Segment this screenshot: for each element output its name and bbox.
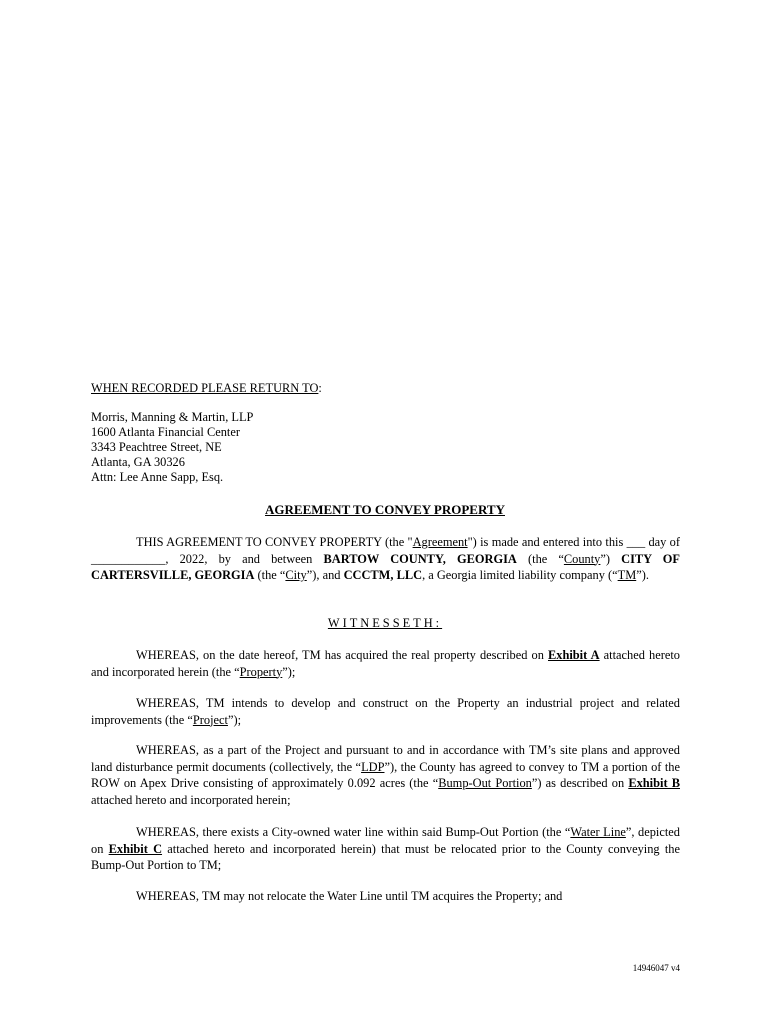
address-line: Attn: Lee Anne Sapp, Esq. [91, 470, 224, 484]
intro-text: ”), and [306, 568, 344, 582]
whereas-text: WHEREAS, TM intends to develop and construct on the Property an industrial project and related improvements (the “ [91, 696, 680, 727]
defined-term-property: Property [239, 664, 283, 679]
intro-text: ”). [636, 568, 649, 582]
defined-term-project: Project [192, 712, 228, 727]
whereas-paragraph-2 [91, 695, 680, 728]
return-to-label: WHEN RECORDED PLEASE RETURN TO [91, 381, 319, 395]
party-county-name: BARTOW COUNTY, GEORGIA [323, 551, 517, 566]
whereas-text: attached hereto and incorporated herein) that must be relocated prior to the County conveying the Bump-Out Portion to TM; [91, 841, 680, 872]
defined-term-bump-out: Bump-Out Portion [438, 776, 532, 790]
address-line: Atlanta, GA 30326 [91, 455, 185, 469]
intro-text: , a Georgia limited liability company (“ [422, 568, 618, 582]
whereas-paragraph-5 [91, 888, 680, 905]
whereas-text: WHEREAS, as a part of the Project and pursuant to and in accordance with TM’s site plans and approved land disturbance permit documents (collectively, the “ [91, 743, 680, 774]
address-line: Morris, Manning & Martin, LLP [91, 410, 254, 424]
whereas-text: ”), the County has agreed to convey to TM a portion of the ROW on Apex Drive consisting of approximately 0.092 acres (the “ [91, 759, 680, 790]
document-number: 14946047 v4 [632, 963, 680, 973]
whereas-paragraph-1 [91, 647, 680, 680]
address-line: 1600 Atlanta Financial Center [91, 425, 240, 439]
defined-term-tm: TM [617, 568, 637, 582]
whereas-text: attached hereto and incorporated herein (the “ [91, 648, 680, 679]
intro-text: ") is made and entered into this ___ day of ____________, 2022, by and between [91, 535, 681, 566]
exhibit-a-reference: Exhibit A [547, 648, 600, 662]
defined-term-agreement: Agreement [412, 535, 468, 549]
whereas-text: ”); [282, 664, 296, 679]
witnesseth-heading: WITNESSETH: [327, 616, 443, 630]
whereas-text: WHEREAS, TM may not relocate the Water Line until TM acquires the Property; and [136, 889, 563, 903]
intro-text: (the “ [254, 568, 286, 582]
defined-term-ldp: LDP [361, 759, 385, 774]
whereas-text: WHEREAS, on the date hereof, TM has acquired the real property described on [136, 648, 548, 662]
exhibit-b-reference: Exhibit B [628, 776, 680, 790]
whereas-text: attached hereto and incorporated herein; [91, 792, 291, 807]
address-line: 3343 Peachtree Street, NE [91, 440, 222, 454]
defined-term-water-line: Water Line [570, 825, 626, 839]
whereas-text: ”); [227, 712, 242, 727]
party-city-name: CITY OF CARTERSVILLE, GEORGIA [91, 551, 680, 582]
intro-text: ”) [600, 551, 622, 566]
defined-term-county: County [563, 551, 601, 566]
intro-text: THIS AGREEMENT TO CONVEY PROPERTY (the " [136, 535, 413, 549]
whereas-text: ”) as described on [531, 776, 629, 790]
whereas-text: WHEREAS, there exists a City-owned water line within said Bump-Out Portion (the “ [136, 825, 571, 839]
whereas-paragraph-4 [91, 824, 680, 874]
return-to-heading [91, 380, 322, 397]
document-title: AGREEMENT TO CONVEY PROPERTY [265, 502, 505, 517]
exhibit-c-reference: Exhibit C [108, 841, 163, 856]
intro-text: (the “ [516, 551, 564, 566]
defined-term-city: City [285, 568, 307, 582]
return-address-block [91, 410, 253, 485]
return-to-colon: : [318, 381, 322, 395]
whereas-text: ”, depicted on [91, 825, 680, 856]
party-ccctm-name: CCCTM, LLC [343, 568, 423, 582]
intro-paragraph [91, 534, 680, 584]
whereas-paragraph-3 [91, 742, 680, 808]
